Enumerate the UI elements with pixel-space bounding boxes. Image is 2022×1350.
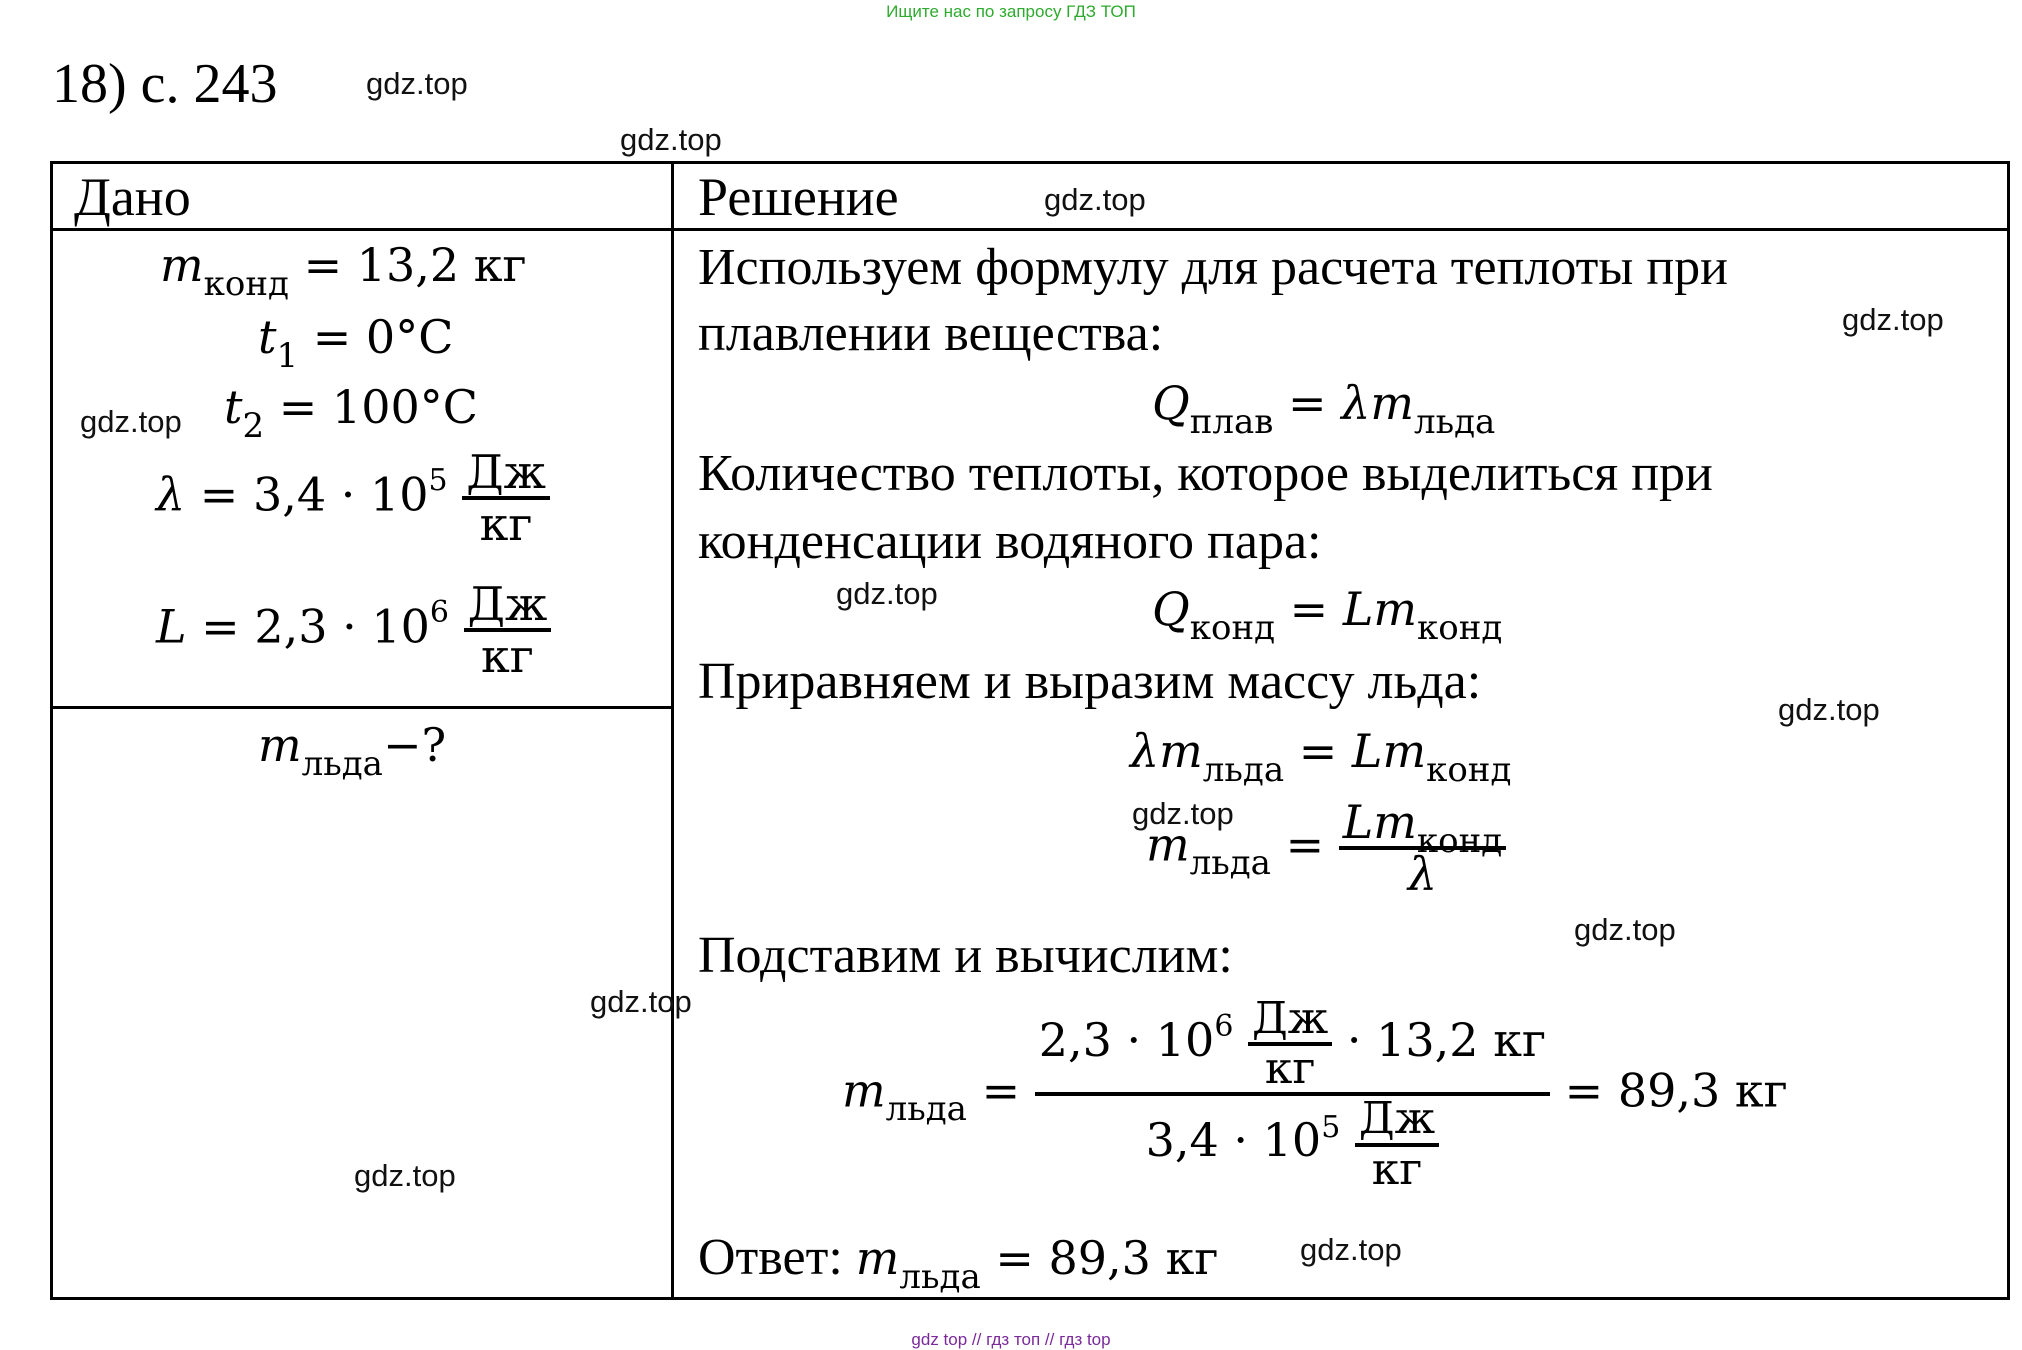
watermark: gdz.top	[1778, 692, 1880, 727]
problem-title: 18) с. 243	[52, 53, 278, 115]
watermark: gdz.top	[620, 122, 722, 157]
solution-text-1b: плавлении вещества:	[698, 305, 1164, 362]
given-t2: $t_2 = 100^\circ C$	[224, 380, 478, 446]
solution-header: Решение	[698, 167, 899, 227]
equation-calculation: $m_{льда}$ = $2,3 \cdot 10^6$ $\frac{Дж}{кг}$ · 13,2 кг $3,4 \cdot 10^5$ $\frac{Дж}{кг}$ = 89,3 кг	[842, 993, 1788, 1195]
watermark: gdz.top	[590, 984, 692, 1019]
given-lambda: $\lambda = 3,4 \cdot 10^5$ $\frac{Дж}{кг}$	[156, 448, 550, 549]
find-ice-mass: $m_{льда}-$?	[258, 718, 447, 784]
given-header: Дано	[74, 167, 191, 227]
equation-ice-mass-formula: $m_{льда}$ = $\frac{Lm_{конд}}{\lambda}$	[1146, 798, 1506, 899]
top-banner: Ищите нас по запросу ГДЗ ТОП	[886, 2, 1136, 21]
given-find-divider	[50, 706, 672, 709]
given-L: $L = 2,3 \cdot 10^6$ $\frac{Дж}{кг}$	[156, 580, 551, 681]
column-divider	[671, 161, 674, 1300]
watermark: gdz.top	[1044, 182, 1146, 217]
watermark: gdz.top	[354, 1158, 456, 1193]
given-t1: $t_1 = 0^\circ C$	[258, 310, 454, 376]
calculation-fraction: $2,3 \cdot 10^6$ $\frac{Дж}{кг}$ · 13,2 кг $3,4 \cdot 10^5$ $\frac{Дж}{кг}$	[1035, 996, 1550, 1193]
watermark: gdz.top	[80, 404, 182, 439]
watermark: gdz.top	[1842, 302, 1944, 337]
watermark: gdz.top	[1574, 912, 1676, 947]
solution-text-3: Приравняем и выразим массу льда:	[698, 653, 1482, 710]
bottom-banner: gdz top // гдз топ // гдз top	[911, 1330, 1111, 1349]
given-lambda-unit: $\frac{Дж}{кг}$	[462, 448, 550, 549]
watermark: gdz.top	[366, 66, 468, 101]
given-L-unit: $\frac{Дж}{кг}$	[464, 580, 552, 681]
given-mass-condensate: $m_{конд} = 13,2$ кг	[160, 238, 527, 304]
solution-text-4: Подставим и вычислим:	[698, 927, 1233, 984]
equation-condensation-heat: $Q_{конд} = Lm_{конд}$	[1152, 582, 1503, 648]
solution-text-1a: Используем формулу для расчета теплоты при	[698, 239, 1728, 296]
watermark: gdz.top	[836, 576, 938, 611]
solution-text-2a: Количество теплоты, которое выделиться при	[698, 445, 1713, 502]
equation-melting-heat: $Q_{плав} = \lambda m_{льда}$	[1152, 376, 1496, 442]
watermark: gdz.top	[1300, 1232, 1402, 1267]
watermark: gdz.top	[1132, 796, 1234, 831]
equation-equate: $\lambda m_{льда} = Lm_{конд}$	[1130, 724, 1512, 790]
answer: Ответ: $m_{льда} = 89,3$ кг	[698, 1229, 1219, 1297]
header-divider	[50, 228, 2010, 231]
solution-text-2b: конденсации водяного пара:	[698, 513, 1322, 570]
